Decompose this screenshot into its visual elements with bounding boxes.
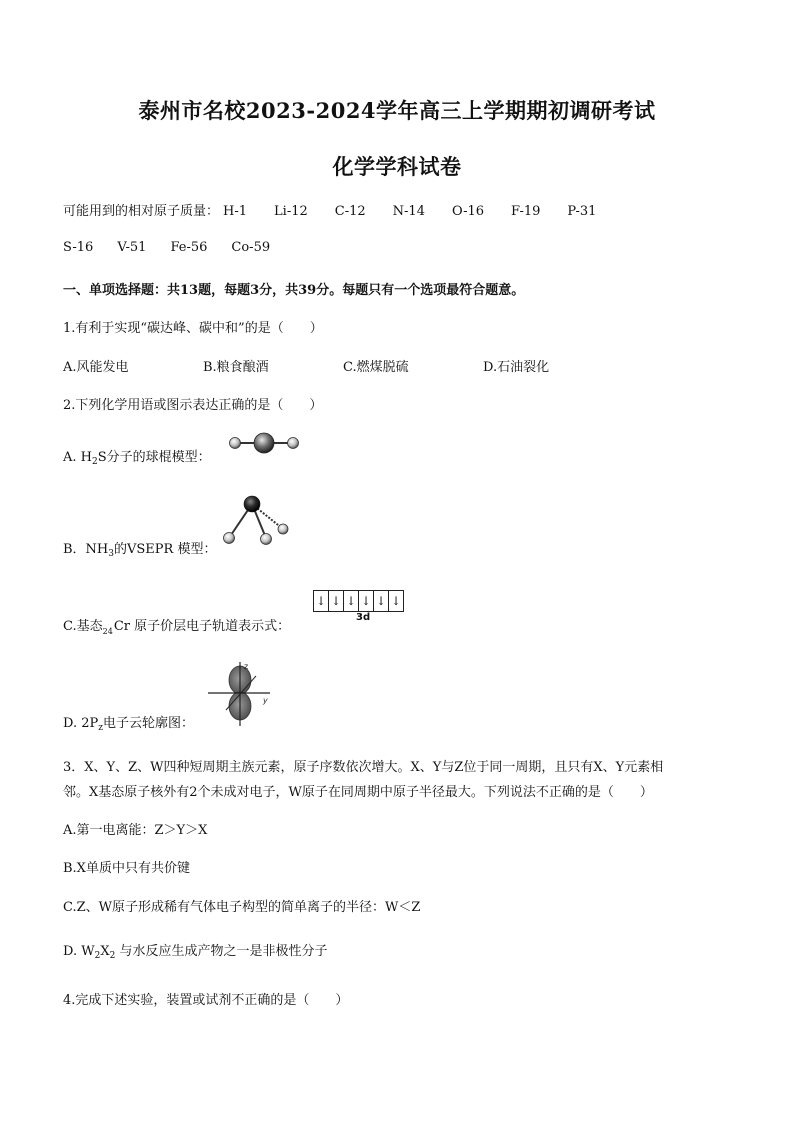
q2-d-text: D. 2P	[63, 716, 99, 731]
masses-line-2	[63, 240, 270, 255]
q1-stem: 1.有利于实现“碳达峰、碳中和”的是（ ）	[63, 321, 323, 336]
q1-option-a: A.风能发电	[63, 360, 129, 375]
q2-d-text-2: 电子云轮廓图：	[103, 716, 195, 731]
mass-h: H-1	[223, 204, 248, 219]
q3-d-text-2: X	[100, 944, 110, 959]
q3-option-a: A.第一电离能：Z＞Y＞X	[63, 823, 208, 838]
q2-option-b	[63, 538, 216, 559]
mass-f: F-19	[511, 204, 541, 219]
cr-3d-orbital-diagram	[313, 590, 404, 612]
q2-b-text-2: 的VSEPR 模型：	[114, 542, 217, 557]
q1-option-d: D.石油裂化	[483, 360, 550, 375]
q3-option-c: C.Z、W原子形成稀有气体电子构型的简单离子的半径：W＜Z	[63, 900, 421, 915]
orbital-label-3d: 3d	[356, 612, 371, 623]
q3-d-sub-2: 2	[109, 951, 116, 961]
nh3-vsepr-model	[218, 492, 294, 550]
q1-option-c: C.燃煤脱硫	[343, 360, 409, 375]
page-title: 泰州市名校2023-2024学年高三上学期期初调研考试	[138, 98, 656, 123]
q2-option-a	[63, 446, 211, 467]
mass-o: O-16	[451, 204, 485, 219]
q2-c-text-2: Cr 原子价层电子轨道表示式：	[113, 619, 291, 634]
q3-stem-line-1: 3．X、Y、Z、W四种短周期主族元素，原子序数依次增大。X、Y与Z位于同一周期，且只有X、Y元素相	[63, 760, 664, 775]
page-subtitle: 化学学科试卷	[332, 154, 462, 179]
masses-line-1	[63, 200, 596, 219]
q2-b-text: B．NH	[63, 542, 109, 557]
axis-label-y: y	[263, 696, 268, 705]
q2-a-text-2: S分子的球棍模型：	[97, 450, 211, 465]
q3-option-d	[63, 940, 327, 961]
q2-stem: 2.下列化学用语或图示表达正确的是（ ）	[63, 398, 323, 413]
orbital-cell: ↓	[314, 591, 329, 611]
mass-fe: Fe-56	[170, 240, 208, 255]
q3-d-text: D. W	[63, 944, 95, 959]
q3-stem-line-2: 邻。X基态原子核外有2个未成对电子，W原子在同周期中原子半径最大。下列说法不正确的是（ ）	[63, 785, 653, 800]
q4-stem: 4.完成下述实验，装置或试剂不正确的是（ ）	[63, 993, 349, 1008]
q2-c-text: C.基态	[63, 619, 103, 634]
h2s-ball-stick-model	[226, 430, 302, 458]
orbital-cell: ↓	[374, 591, 389, 611]
orbital-cell: ↓	[344, 591, 359, 611]
q3-d-text-3: 与水反应生成产物之一是非极性分子	[115, 944, 328, 959]
section-heading: 一、单项选择题：共13题，每题3分，共39分。每题只有一个选项最符合题意。	[63, 283, 525, 298]
axis-label-z: z	[244, 662, 249, 671]
q2-option-d	[63, 712, 194, 733]
q2-c-sub: 24	[102, 627, 113, 636]
masses-label: 可能用到的相对原子质量：	[63, 204, 220, 219]
orbital-cell: ↓	[329, 591, 344, 611]
q2-b-sub: 3	[108, 549, 114, 559]
orbital-cell: ↓	[359, 591, 374, 611]
mass-c: C-12	[334, 204, 366, 219]
q2-d-sub: z	[98, 723, 103, 733]
mass-v: V-51	[117, 240, 147, 255]
mass-s: S-16	[63, 240, 94, 255]
mass-co: Co-59	[231, 240, 271, 255]
q2-a-sub: 2	[92, 457, 98, 467]
q1-option-b: B.粮食酿酒	[203, 360, 269, 375]
mass-n: N-14	[392, 204, 425, 219]
q3-option-b: B.X单质中只有共价键	[63, 861, 190, 876]
orbital-cell: ↓	[390, 594, 402, 608]
q2-option-c	[63, 615, 290, 636]
q2-a-text: A. H	[63, 450, 92, 465]
mass-p: P-31	[567, 204, 597, 219]
q3-d-sub-1: 2	[94, 951, 101, 961]
mass-li: Li-12	[274, 204, 308, 219]
2pz-electron-cloud-diagram	[204, 658, 276, 728]
